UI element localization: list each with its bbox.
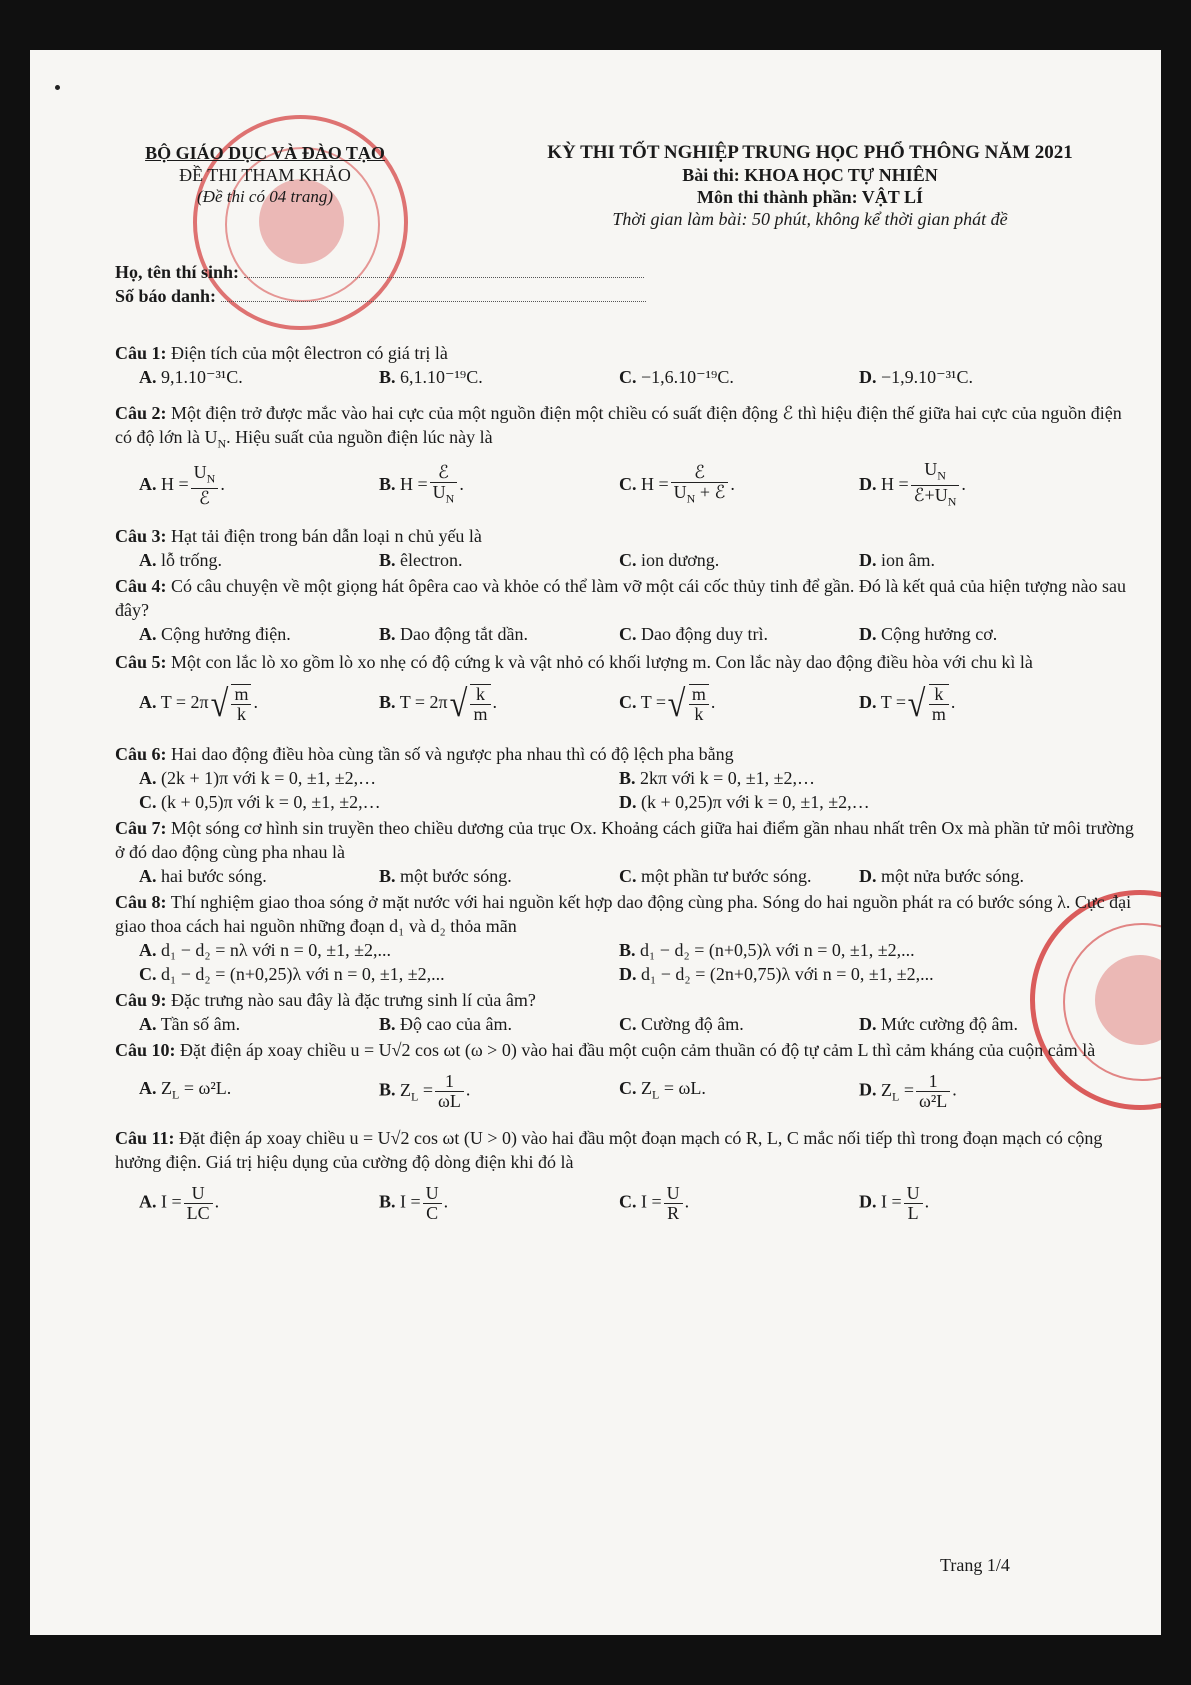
question-text: Hai dao động điều hòa cùng tần số và ngược pha nhau thì có độ lệch pha bằng [171,743,734,764]
options-row [139,365,1135,389]
fraction-numerator: ℰ [671,463,729,483]
question-text: Có câu chuyện về một giọng hát ôpêra cao và khỏe có thể làm vỡ một cái cốc thủy tinh để gần. Đó là kết quả của hiện tượng nào sau đây? [115,575,1127,620]
question-4 [115,574,1135,646]
answer-option-d[interactable] [859,548,1099,572]
options-row [139,456,1135,516]
radical-sign: √ [210,682,228,725]
option-text: Dao động tắt dần. [400,623,528,644]
option-key: D. [859,1013,877,1034]
formula-lhs: T = [640,691,667,712]
option-key: B. [379,549,396,570]
fraction-denominator: ωL [438,1091,461,1112]
option-key: D. [859,473,877,494]
answer-option-b[interactable]: B. $Z_L$ = $\frac{1}{\omega L}$ . [379,1071,471,1112]
answer-option-c[interactable] [139,962,619,986]
formula-lhs: H = [881,473,909,494]
option-key: B. [379,367,396,387]
candidate-id-row [115,286,646,307]
option-key: D. [859,623,877,644]
answer-option-d[interactable] [859,365,1099,389]
question-stem [115,988,1135,1012]
option-text: 9,1.10⁻³¹C. [161,367,243,387]
option-text: ion dương. [641,549,720,570]
formula-lhs: I = [161,1191,182,1212]
question-text-sub: N [217,436,227,451]
option-text: (2k + 1)π với k = 0, ±1, ±2,… [161,767,377,788]
option-text: −1,6.10⁻¹⁹C. [641,367,734,387]
question-number: Câu 8: [115,891,167,912]
option-text: ion âm. [881,549,935,570]
option-text: một bước sóng. [400,865,512,886]
question-number: Câu 7: [115,817,167,838]
option-text: d₁ − d₂ = (n+0,25)λ với n = 0, ±1, ±2,... [161,963,445,984]
option-key: B. [379,1013,396,1034]
answer-option-d[interactable]: D. H = $\frac{U_N}{ℰ+U_N}$ . [859,460,1099,512]
option-key: C. [619,1013,637,1034]
option-key: D. [619,791,637,812]
candidate-name-field[interactable] [244,263,644,278]
option-text: Cộng hưởng điện. [161,623,291,644]
answer-option-c[interactable] [619,622,859,646]
ministry-name: BỘ GIÁO DỤC VÀ ĐÀO TẠO [145,143,385,163]
option-text: Tần số âm. [160,1013,241,1034]
options-row [139,548,1135,572]
option-key: A. [139,1078,157,1099]
option-key: A. [139,549,157,570]
candidate-id-label: Số báo danh: [115,286,217,306]
options-row [139,962,1135,986]
option-text: êlectron. [400,549,463,570]
exam-title: KỲ THI TỐT NGHIỆP TRUNG HỌC PHỔ THÔNG NĂM 2021 [547,142,1073,163]
options-row [139,622,1135,646]
option-key: B. [379,473,396,494]
option-key: B. [379,865,396,886]
question-number: Câu 6: [115,743,167,764]
formula-fraction [191,463,219,509]
question-number: Câu 11: [115,1127,175,1148]
question-text: Điện tích của một êlectron có giá trị là [171,343,448,363]
question-stem [115,524,1135,548]
question-9 [115,988,1135,1036]
answer-option-c[interactable] [619,1012,859,1036]
fraction-denominator: m [931,703,946,724]
candidate-name-label: Họ, tên thí sinh: [115,262,240,282]
sqrt-radical [906,684,951,724]
option-text: (k + 0,5)π với k = 0, ±1, ±2,… [161,791,381,812]
formula-lhs: T = 2π [160,691,209,712]
formula-fraction [911,460,960,512]
options-row [139,790,1135,814]
question-text-tail: . Hiệu suất của nguồn điện lúc này là [226,427,493,447]
question-stem [115,341,1135,365]
header-right [470,142,1150,230]
option-text: Cường độ âm. [641,1013,744,1034]
option-key: D. [859,549,877,570]
question-number: Câu 5: [115,651,167,672]
option-key: A. [139,865,157,886]
fraction-numerator: U [423,1184,442,1204]
fraction-denominator: k [694,703,704,724]
option-key: B. [379,623,396,644]
answer-option-d[interactable]: D. $Z_L$ = $\frac{1}{\text{ω²L}}$ . [859,1071,957,1112]
answer-option-c[interactable] [619,864,859,888]
formula-lhs: H = [641,473,669,494]
doc-type: ĐỀ THI THAM KHẢO [179,165,351,185]
option-key: D. [619,963,637,984]
question-stem [115,890,1135,938]
option-text: một phần tư bước sóng. [641,865,812,886]
options-row [139,1012,1135,1036]
fraction-numerator: $U_N$ [911,460,960,487]
answer-option-c[interactable] [619,1076,859,1107]
radical-sign: √ [449,682,467,725]
formula-fraction [671,463,729,509]
question-number: Câu 2: [115,403,167,423]
question-number: Câu 1: [115,343,167,363]
option-text: hai bước sóng. [161,865,267,886]
options-row [139,1062,1135,1122]
fraction-numerator: U [184,1184,213,1204]
question-text: Một con lắc lò xo gồm lò xo nhẹ có độ cứng k và vật nhỏ có khối lượng m. Con lắc này dao động điều hòa với chu kì là [171,651,1033,672]
option-key: B. [619,767,636,788]
radical-sign: √ [907,682,926,725]
option-key: A. [139,691,157,712]
fraction-denominator: $U_N$ [432,481,455,506]
answer-option-d[interactable]: D. T = √ $\frac{k}{m}$ . [859,682,956,725]
answer-option-a[interactable]: A. I = $\frac{U}{LC}$ . [139,1183,220,1224]
fraction-denominator: ℰ [199,488,210,509]
options-row [139,864,1135,888]
candidate-id-field[interactable] [221,287,646,302]
question-stem [115,1038,1135,1062]
answer-option-d[interactable] [619,962,1099,986]
option-text: một nửa bước sóng. [881,865,1025,886]
formula-fraction [664,1184,683,1223]
question-text: Thí nghiệm giao thoa sóng ở mặt nước với hai nguồn kết hợp dao động cùng pha. Sóng do hai nguồn phát ra có bước sóng λ. Cực đại giao thoa cách hai nguồn những đoạn d₁ và d₂ thỏa mãn [115,891,1132,936]
fraction-denominator: m [473,703,488,724]
question-5 [115,650,1135,734]
option-text: (k + 0,25)π với k = 0, ±1, ±2,… [641,791,870,812]
option-key: C. [619,473,637,494]
formula-lhs: T = [880,691,907,712]
question-stem [115,742,1135,766]
option-text: 6,1.10⁻¹⁹C. [400,367,483,387]
formula-fraction [929,684,949,724]
answer-option-a[interactable] [139,548,379,572]
answer-option-a[interactable] [139,766,619,790]
answer-option-a[interactable] [139,365,379,389]
fraction-numerator: U [904,1184,923,1204]
question-11 [115,1126,1135,1234]
answer-option-b[interactable]: B. T = 2π √ $\frac{k}{m}$ . [379,682,497,725]
question-3 [115,524,1135,572]
option-text: $Z_L = \omega^2L$. [161,1078,232,1102]
option-key: D. [859,691,877,712]
option-text: lỗ trống. [161,549,222,570]
answer-option-c[interactable] [139,790,619,814]
question-number: Câu 3: [115,525,167,546]
question-text: Hạt tải điện trong bán dẫn loại n chủ yếu là [171,525,482,546]
option-text: Độ cao của âm. [400,1013,512,1034]
question-text: Một điện trở được mắc vào hai cực của một nguồn điện một chiều có suất điện động ℰ thì hiệu điện thế giữa hai cực của nguồn điện có độ lớn là U [115,403,1122,447]
option-key: A. [139,473,157,494]
time-note: Thời gian làm bài: 50 phút, không kể thời gian phát đề [612,209,1008,229]
option-key: D. [859,1191,877,1212]
option-key: C. [619,1078,637,1099]
option-key: C. [619,623,637,644]
option-key: B. [379,1079,396,1100]
pages-note: (Đề thi có 04 trang) [197,187,333,206]
question-stem [115,401,1135,456]
answer-option-d[interactable]: D. I = $\frac{U}{L}$ . [859,1183,930,1224]
formula-lhs: $Z_L$ = [881,1079,914,1104]
fraction-denominator: LC [186,1203,210,1224]
option-key: A. [139,367,157,387]
option-key: C. [619,865,637,886]
fraction-numerator: m [231,685,251,705]
answer-option-b[interactable] [619,766,1099,790]
option-key: C. [619,367,637,387]
answer-option-a[interactable] [139,622,379,646]
fraction-denominator: L [907,1203,919,1224]
fraction-denominator: R [667,1203,680,1224]
question-number: Câu 10: [115,1039,176,1060]
option-key: A. [139,623,157,644]
option-key: B. [619,939,636,960]
formula-lhs: H = [161,473,189,494]
answer-option-b[interactable] [379,864,619,888]
option-text: $Z_L = \omega L$. [641,1078,706,1102]
fraction-denominator: $ℰ+U_N$ [913,485,957,509]
option-key: D. [859,865,877,886]
answer-option-c[interactable] [619,365,859,389]
candidate-name-row [115,262,644,283]
sqrt-radical [209,684,254,724]
fraction-numerator: k [470,685,490,705]
option-key: A. [139,1191,157,1212]
answer-option-a[interactable]: A. H = $\frac{U_N}{\text{ℰ}}$ . [139,461,225,509]
formula-fraction [184,1184,213,1223]
option-key: C. [139,791,157,812]
fraction-numerator: m [689,685,709,705]
question-7 [115,816,1135,888]
option-key: A. [139,939,157,960]
question-stem [115,574,1135,622]
answer-option-d[interactable] [619,790,1099,814]
formula-fraction [231,684,251,724]
option-text: 2kπ với k = 0, ±1, ±2,… [640,767,816,788]
fraction-denominator: ω²L [919,1091,948,1112]
option-key: A. [139,1013,157,1034]
question-number: Câu 4: [115,575,167,596]
fraction-numerator: ℰ [430,463,458,483]
answer-option-a[interactable] [139,1076,379,1107]
question-stem [115,816,1135,864]
formula-fraction [904,1184,923,1223]
question-list [115,337,1135,1234]
answer-option-c[interactable] [619,548,859,572]
question-8 [115,890,1135,986]
answer-option-a[interactable] [139,1012,379,1036]
answer-option-c[interactable]: C. H = $\frac{\text{ℰ}}{U_N + ℰ}$ . [619,463,859,509]
options-row [139,1174,1135,1234]
question-text: Đặt điện áp xoay chiều u = U√2 cos ωt (ω > 0) vào hai đầu một cuộn cảm thuần có độ tự cảm L thì cảm kháng của cuộn cảm là [180,1039,1096,1060]
answer-option-a[interactable] [139,864,379,888]
question-stem [115,1126,1135,1174]
answer-option-a[interactable] [139,938,619,962]
answer-option-d[interactable] [859,622,1099,646]
option-key: B. [379,1191,396,1212]
option-key: C. [139,963,157,984]
formula-fraction [435,1072,464,1111]
option-key: A. [139,767,157,788]
option-text: Dao động duy trì. [641,623,768,644]
option-key: D. [859,367,877,387]
question-text: Đặt điện áp xoay chiều u = U√2 cos ωt (U > 0) vào hai đầu một đoạn mạch có R, L, C mắc nối tiếp thì trong đoạn mạch có cộng hưởng điện. Giá trị hiệu dụng của cường độ dòng điện khi đó là [115,1127,1103,1172]
option-key: B. [379,691,396,712]
fraction-numerator: k [929,685,949,705]
option-text: d₁ − d₂ = (2n+0,75)λ với n = 0, ±1, ±2,... [641,963,934,984]
formula-fraction [470,684,490,724]
scan-dot [55,85,60,90]
answer-option-c[interactable]: C. T = √ $\frac{m}{k}$ . [619,682,716,725]
answer-option-d[interactable] [859,1012,1099,1036]
formula-lhs: I = [400,1191,421,1212]
option-text: Mức cường độ âm. [881,1013,1019,1034]
formula-fraction [430,463,458,509]
question-number: Câu 9: [115,989,167,1010]
question-6 [115,742,1135,814]
option-key: C. [619,691,637,712]
option-text: d₁ − d₂ = (n+0,5)λ với n = 0, ±1, ±2,... [640,939,915,960]
answer-option-b[interactable] [379,365,619,389]
page-number: Trang 1/4 [940,1555,1010,1575]
formula-lhs: H = [400,473,428,494]
exam-page [30,50,1161,1635]
formula-fraction [423,1184,442,1223]
fraction-denominator: k [236,703,246,724]
answer-option-b[interactable] [379,622,619,646]
option-text: d₁ − d₂ = nλ với n = 0, ±1, ±2,... [161,939,392,960]
fraction-denominator: $U_N$ + ℰ [673,481,726,506]
formula-lhs: I = [641,1191,662,1212]
option-key: C. [619,1191,637,1212]
formula-lhs: T = 2π [399,691,448,712]
formula-lhs: I = [881,1191,902,1212]
exam-name: Bài thi: KHOA HỌC TỰ NHIÊN [682,165,938,185]
answer-option-b[interactable] [619,938,1099,962]
option-key: C. [619,549,637,570]
subject-name: Môn thi thành phần: VẬT LÍ [697,187,923,207]
fraction-denominator: C [426,1203,439,1224]
sqrt-radical [448,684,493,724]
option-key: D. [859,1079,877,1100]
radical-sign: √ [667,682,686,725]
options-row [139,674,1135,734]
answer-option-b[interactable]: B. I = $\frac{U}{C}$ . [379,1183,449,1224]
options-row [139,766,1135,790]
formula-fraction [689,684,709,724]
answer-option-d[interactable] [859,864,1099,888]
fraction-numerator: U [664,1184,683,1204]
formula-lhs: $Z_L$ = [400,1079,434,1104]
answer-option-a[interactable]: A. T = 2π √ $\frac{m}{k}$ . [139,682,258,725]
fraction-numerator: $U_N$ [191,463,219,490]
answer-option-b[interactable] [379,1012,619,1036]
question-stem [115,650,1135,674]
answer-option-b[interactable]: B. H = $\frac{\text{ℰ}}{U_N}$ . [379,463,619,509]
question-2 [115,401,1135,516]
option-text: −1,9.10⁻³¹C. [881,367,973,387]
options-row [139,938,1135,962]
fraction-numerator: 1 [916,1072,950,1092]
answer-option-b[interactable] [379,548,619,572]
question-text: Một sóng cơ hình sin truyền theo chiều dương của trục Ox. Khoảng cách giữa hai điểm gần nhau nhất trên Ox mà phần tử môi trường ở đó dao động cùng pha nhau là [115,817,1134,862]
header-left [115,142,415,208]
option-text: Cộng hưởng cơ. [881,623,998,644]
answer-option-c[interactable]: C. I = $\frac{U}{R}$ . [619,1183,690,1224]
sqrt-radical [666,684,711,724]
question-text: Đặc trưng nào sau đây là đặc trưng sinh lí của âm? [171,989,536,1010]
question-10 [115,1038,1135,1122]
fraction-numerator: 1 [435,1072,464,1092]
formula-fraction [916,1072,950,1111]
question-1 [115,341,1135,389]
